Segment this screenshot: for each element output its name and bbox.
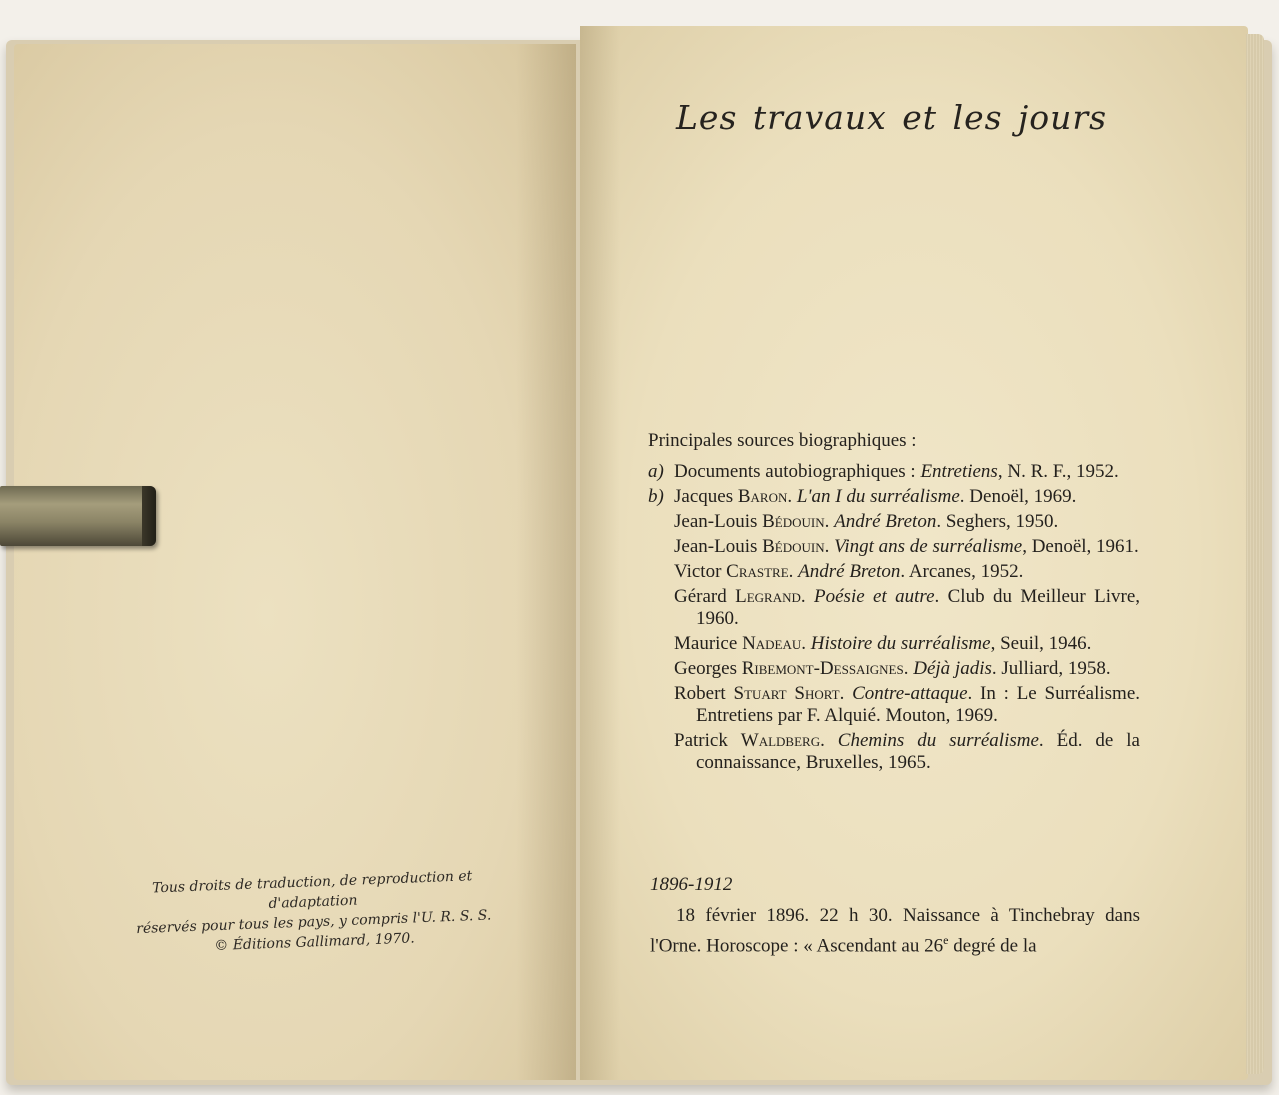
- bibliography-entry: [648, 683, 1140, 727]
- entry-publication: , N. R. F., 1952.: [997, 461, 1119, 482]
- entry-publication: . Denoël, 1969.: [959, 486, 1077, 507]
- bibliography-entry: [648, 461, 1140, 483]
- bibliography-entry: [648, 561, 1140, 583]
- entry-work-title: Contre-attaque: [852, 683, 968, 704]
- entry-separator: .: [903, 658, 914, 679]
- entry-author-last: Bédouin: [762, 511, 825, 532]
- bibliography: [648, 430, 1140, 777]
- entry-publication: . Arcanes, 1952.: [900, 561, 1024, 582]
- page-title: Les travaux et les jours: [676, 98, 1108, 137]
- entry-author-first: Documents autobiographiques :: [674, 461, 921, 482]
- entry-publication: . Club du Meilleur Livre, 1960.: [696, 586, 1140, 629]
- entry-separator: .: [788, 561, 799, 582]
- entry-work-title: Histoire du surréalisme: [810, 633, 991, 654]
- superscript: e: [943, 933, 949, 947]
- entry-author-last: Nadeau: [742, 633, 802, 654]
- copyright-notice: [112, 865, 515, 960]
- entry-work-title: Entretiens: [920, 461, 998, 482]
- entry-publication: . In : Le Surréalisme. Entretiens par F. Alquié. Mouton, 1969.: [696, 683, 1141, 726]
- bibliography-entry: [648, 536, 1140, 558]
- bibliography-entry: [648, 511, 1140, 533]
- entry-author-first: Jacques: [674, 486, 738, 507]
- entry-author-first: Jean-Louis: [674, 536, 763, 557]
- entry-publication: , Denoël, 1961.: [1022, 536, 1139, 557]
- copyright-line: Tous droits de traduction, de reproduction et d'adaptation: [151, 868, 473, 913]
- bibliography-entry: [648, 658, 1140, 680]
- entry-work-title: Déjà jadis: [913, 658, 992, 679]
- entry-separator: .: [839, 683, 853, 704]
- entry-separator: .: [800, 586, 815, 607]
- entry-work-title: Vingt ans de surréalisme: [834, 536, 1023, 557]
- bibliography-entry: [648, 486, 1140, 508]
- entry-marker: a): [648, 461, 664, 482]
- entry-author-first: Georges: [674, 658, 742, 679]
- body-line: 18 février 1896. 22 h 30. Naissance à Tinchebray dans l'Orne. Horoscope : « Ascendant au 26: [650, 905, 1140, 957]
- entry-separator: .: [824, 511, 835, 532]
- entry-author-first: Robert: [674, 683, 734, 704]
- entry-work-title: L'an I du surréalisme: [796, 486, 960, 507]
- entry-author-last: Stuart Short: [733, 683, 840, 704]
- entry-publication: . Seghers, 1950.: [936, 511, 1059, 532]
- entry-work-title: André Breton: [798, 561, 901, 582]
- entry-separator: .: [824, 536, 835, 557]
- bibliography-entry: [648, 586, 1140, 630]
- entry-work-title: Chemins du surréalisme: [837, 730, 1039, 751]
- entry-publication: . Julliard, 1958.: [991, 658, 1111, 679]
- period-heading: 1896-1912: [650, 874, 733, 895]
- entry-author-first: Maurice: [674, 633, 743, 654]
- entry-author-last: Ribemont-Dessaignes: [741, 658, 904, 679]
- entry-author-last: Bédouin: [762, 536, 825, 557]
- entry-separator: .: [801, 633, 811, 654]
- body-line-end: degré de la: [948, 935, 1037, 957]
- sources-heading: Principales sources biographiques :: [648, 430, 917, 451]
- bibliography-entry: [648, 730, 1140, 774]
- entry-separator: .: [820, 730, 838, 751]
- entry-author-last: Baron: [737, 486, 788, 507]
- body-paragraph: [650, 904, 1140, 958]
- entry-work-title: Poésie et autre: [814, 586, 935, 607]
- show-through-ghost: [194, 244, 225, 350]
- copyright-line: réservés pour tous les pays, y compris l'U. R. S. S.: [135, 907, 492, 938]
- entry-author-last: Crastre: [726, 561, 789, 582]
- metal-clip: [0, 486, 156, 546]
- entry-separator: .: [787, 486, 797, 507]
- page-edges: [1246, 34, 1264, 1074]
- entry-author-first: Patrick: [674, 730, 741, 751]
- entry-work-title: André Breton: [834, 511, 937, 532]
- entry-list: [648, 461, 1140, 774]
- entry-author-first: Gérard: [674, 586, 736, 607]
- entry-publication: . Éd. de la connaissance, Bruxelles, 1965.: [696, 730, 1140, 773]
- entry-author-first: Jean-Louis: [674, 511, 763, 532]
- bibliography-entry: [648, 633, 1140, 655]
- entry-publication: , Seuil, 1946.: [990, 633, 1092, 654]
- entry-author-last: Waldberg: [740, 730, 821, 751]
- copyright-line: © Éditions Gallimard, 1970.: [214, 930, 416, 955]
- entry-author-first: Victor: [674, 561, 727, 582]
- entry-marker: b): [648, 486, 664, 507]
- entry-author-last: Legrand: [735, 586, 801, 607]
